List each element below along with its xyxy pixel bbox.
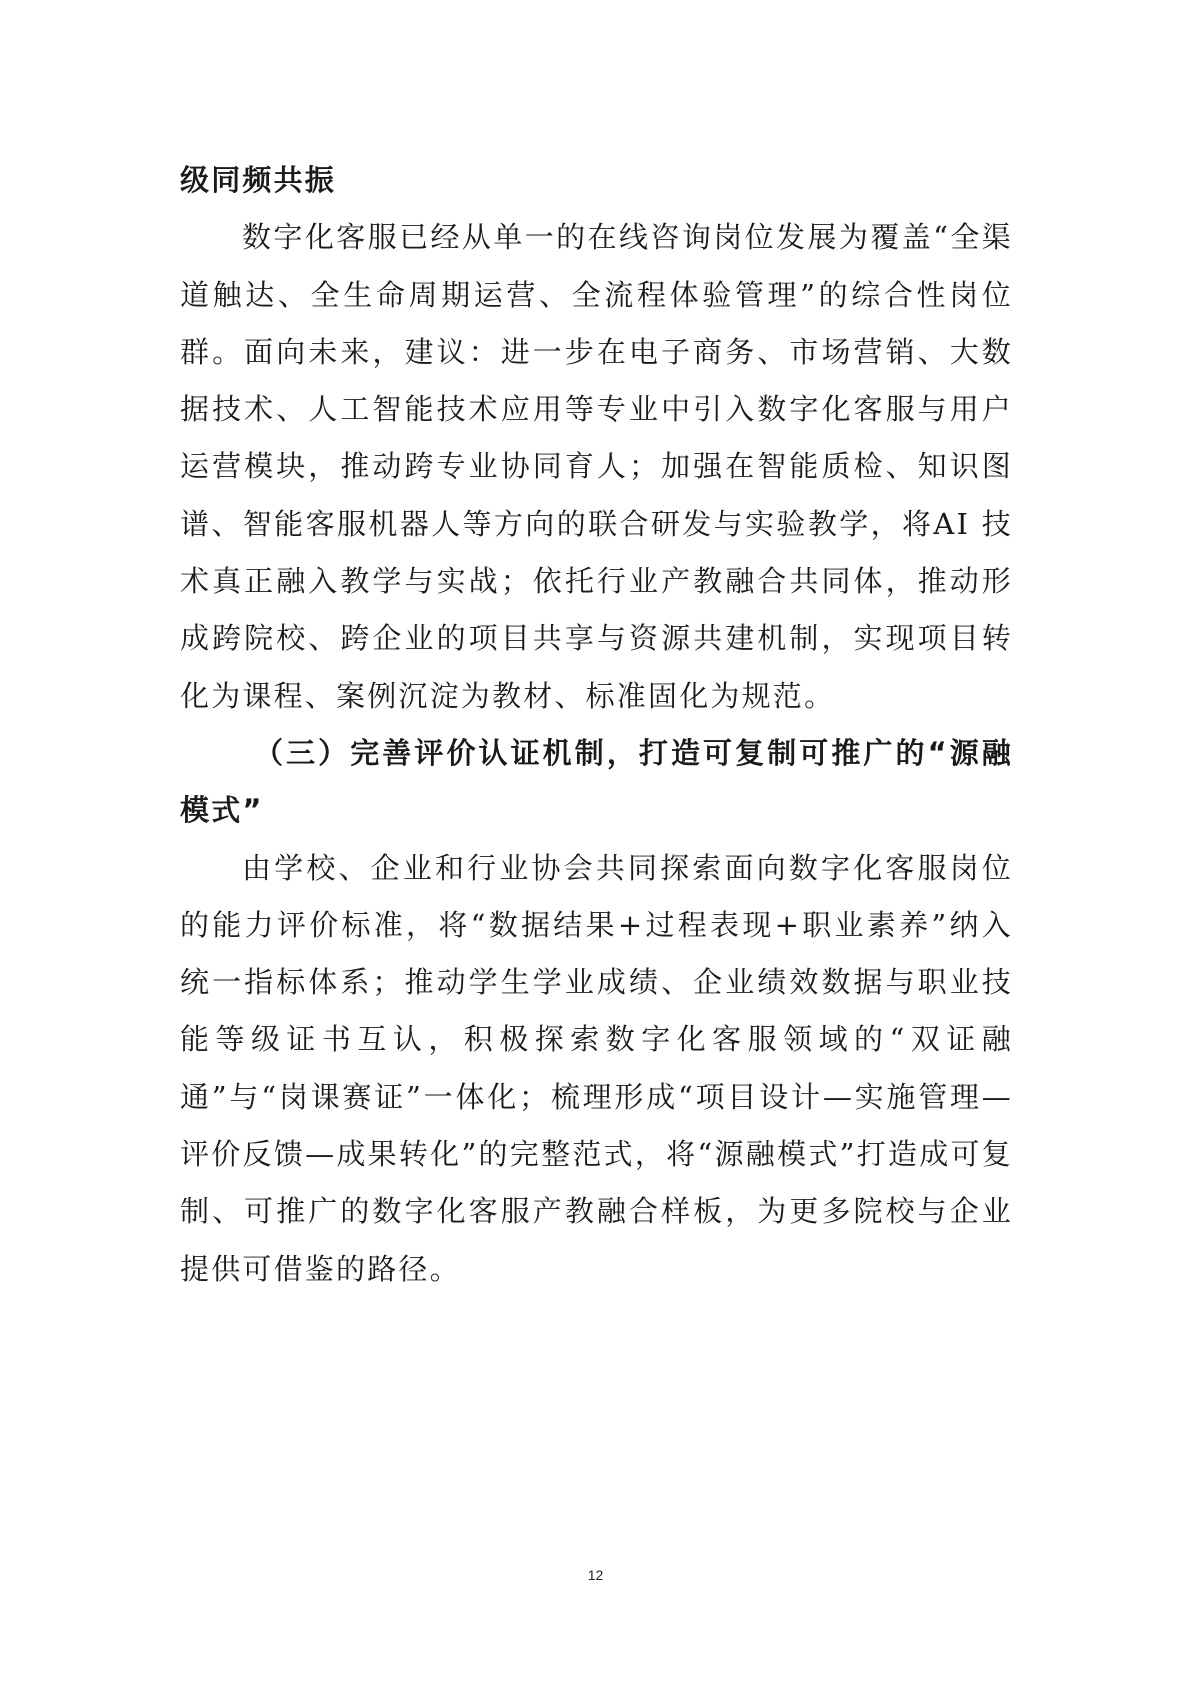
section-heading: （三）完善评价认证机制，打造可复制可推广的“源融模式”: [180, 735, 1013, 828]
page-number: 12: [587, 1567, 604, 1583]
heading-continuation: 级同频共振: [180, 163, 337, 197]
body-paragraph-1: 数字化客服已经从单一的在线咨询岗位发展为覆盖“全渠道触达、全生命周期运营、全流程体验管理”的综合性岗位群。面向未来，建议：进一步在电子商务、市场营销、大数据技术、人工智能技术应用等专业中引入数字化客服与用户运营模块，推动跨专业协同育人；加强在智能质检、知识图谱、智能客服机器人等方向的联合研发与实验教学，将AI 技术真正融入教学与实战；依托行业产教融合共同体，推动形成跨院校、跨企业的项目共享与资源共建机制，实现项目转化为课程、案例沉淀为教材、标准固化为规范。: [180, 220, 1013, 713]
page-content: [180, 152, 1013, 1298]
body-paragraph-2: 由学校、企业和行业协会共同探索面向数字化客服岗位的能力评价标准，将“数据结果+过程表现+职业素养”纳入统一指标体系；推动学生学业成绩、企业绩效数据与职业技能等级证书互认，积极探索数字化客服领域的“双证融通”与“岗课赛证”一体化；梳理形成“项目设计—实施管理—评价反馈—成果转化”的完整范式，将“源融模式”打造成可复制、可推广的数字化客服产教融合样板，为更多院校与企业提供可借鉴的路径。: [180, 850, 1013, 1286]
